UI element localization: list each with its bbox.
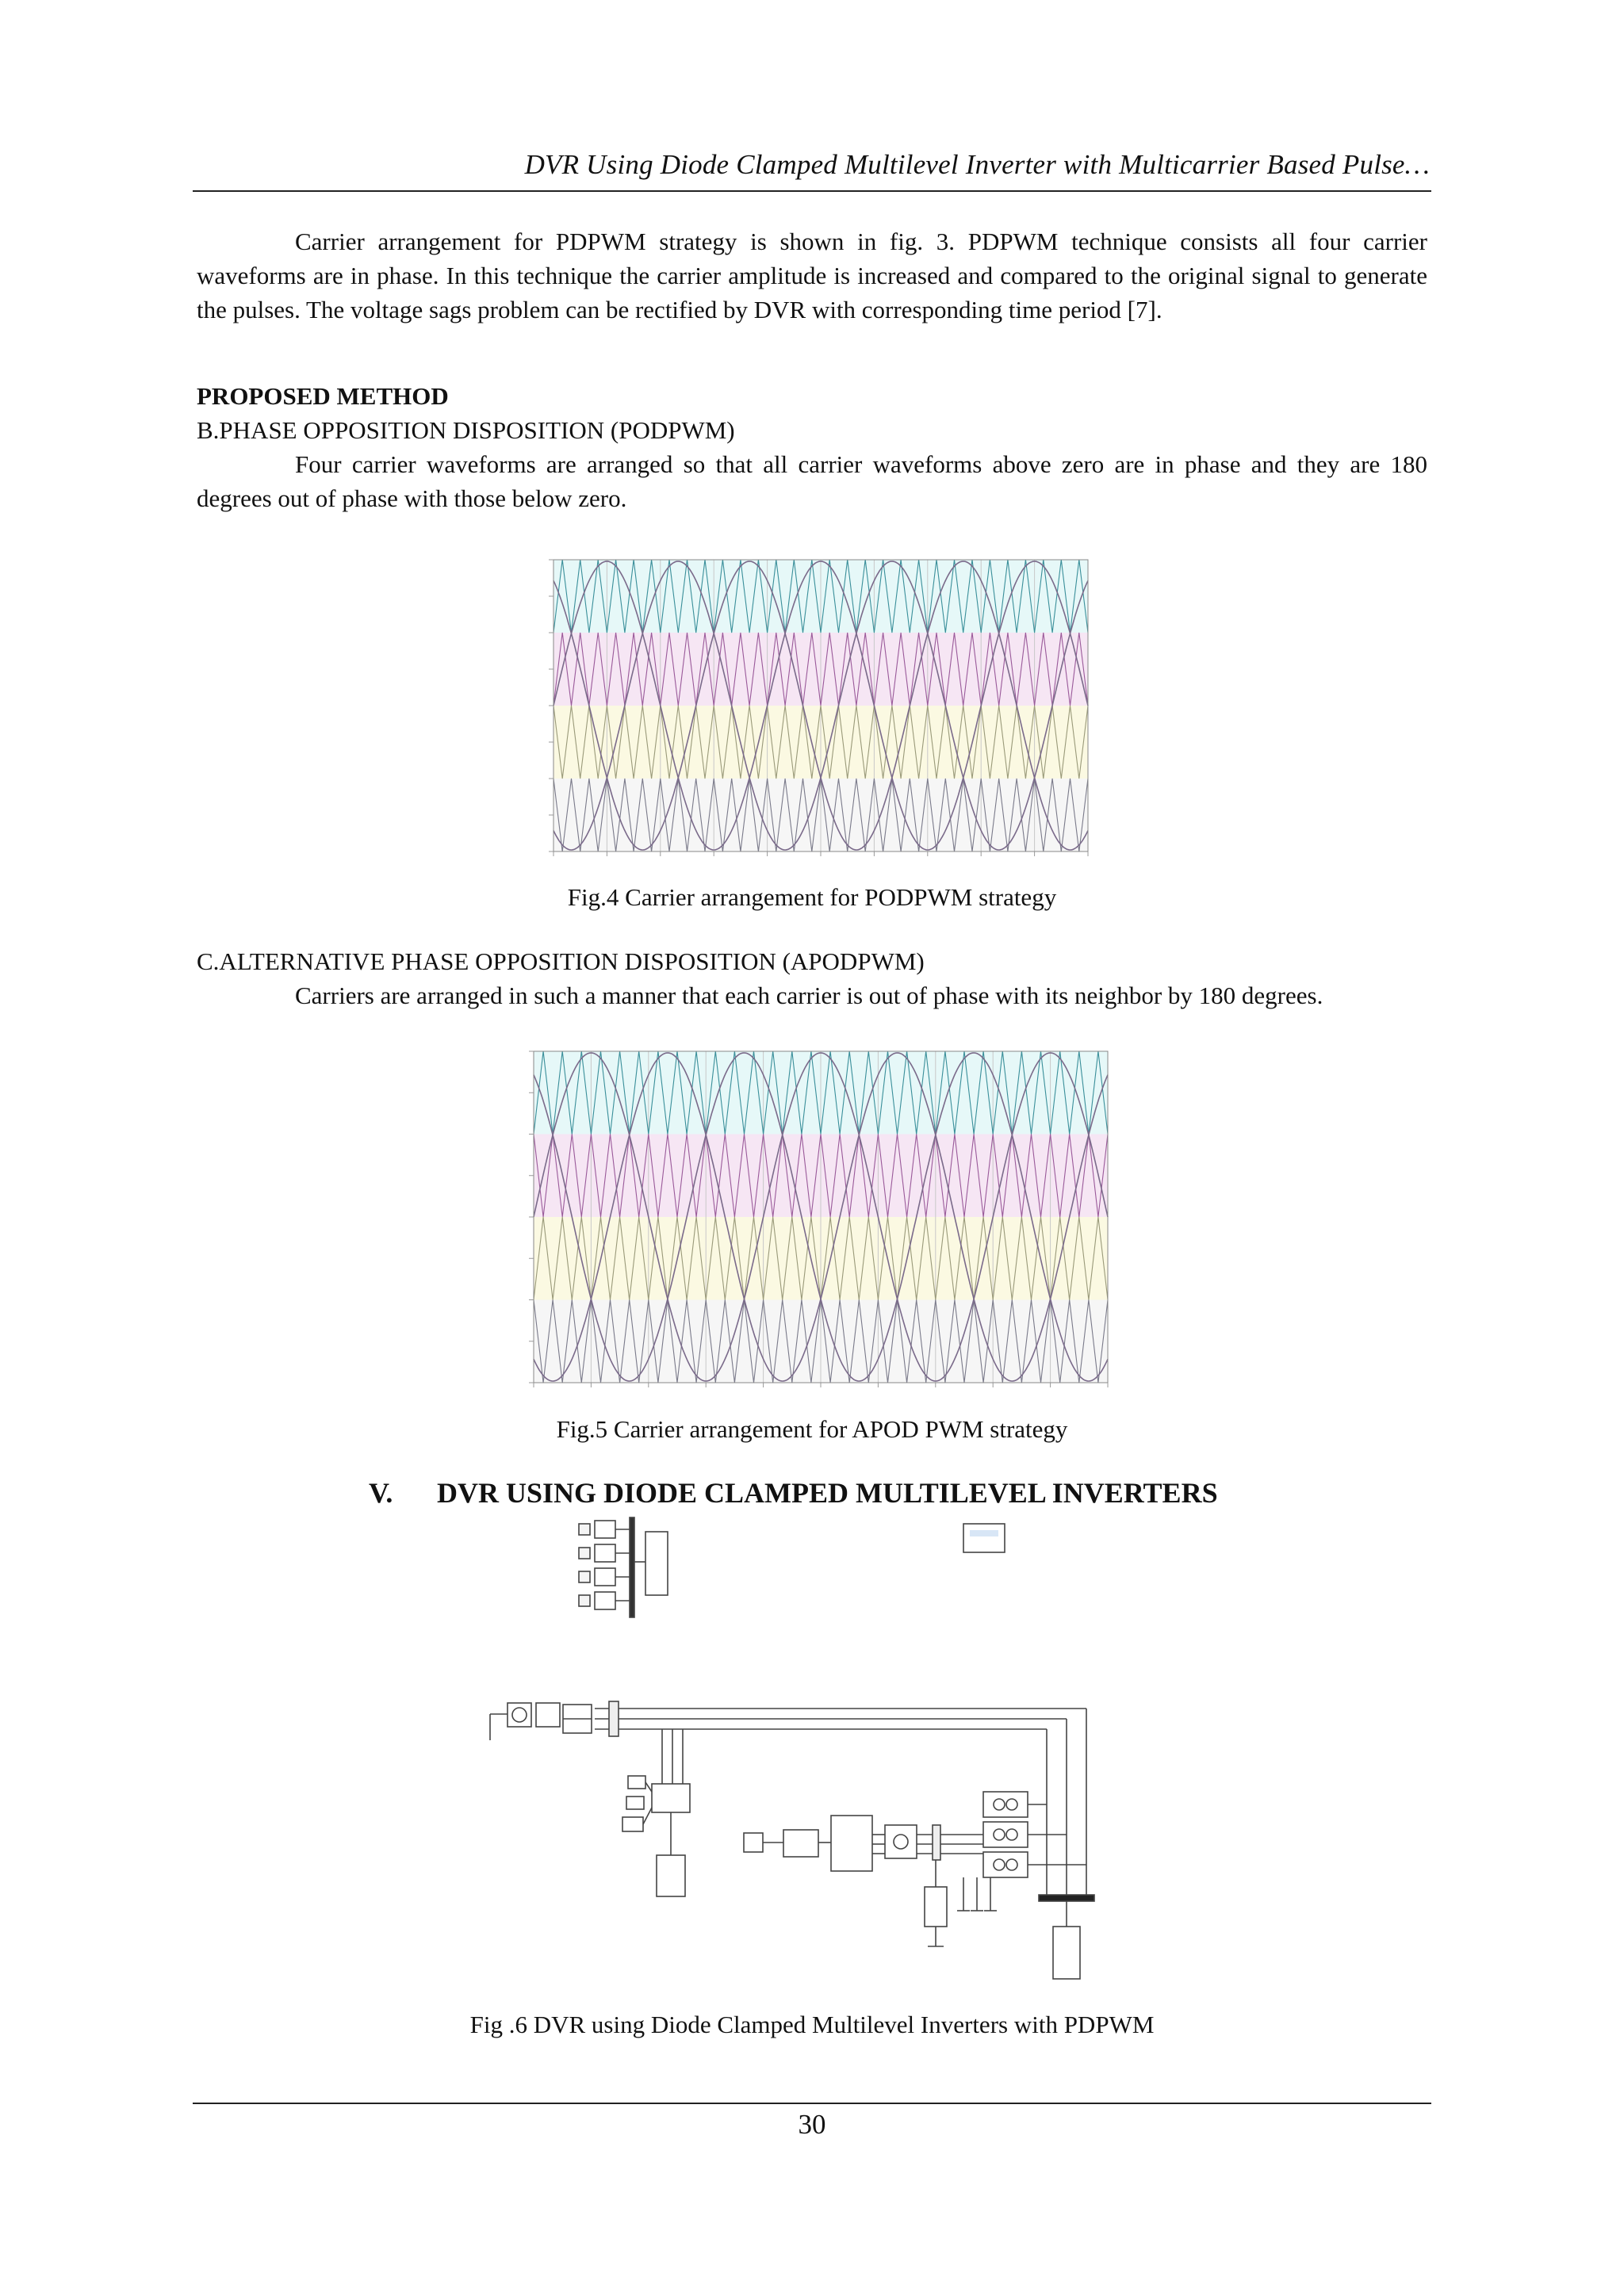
paragraph-text: Four carrier waveforms are arranged so that all carrier waveforms above zero are in phase and they are 180 degrees out of phase with those below zero. [197, 450, 1427, 512]
inverter-section [744, 1816, 983, 1946]
figure-4 [539, 553, 1094, 878]
figure-6-simulink-diagram [476, 1514, 1150, 2006]
footer-rule [193, 2103, 1431, 2104]
heading-podpwm: B.PHASE OPPOSITION DISPOSITION (PODPWM) [197, 416, 735, 444]
figure-5 [519, 1045, 1114, 1410]
powergui-block [963, 1524, 1005, 1552]
output-load [1039, 1841, 1094, 1979]
page-number: 30 [798, 2109, 826, 2140]
figure-5-caption: Fig.5 Carrier arrangement for APOD PWM strategy [556, 1415, 1068, 1443]
figure-4-waveform-plot [539, 553, 1094, 878]
figure-6 [476, 1514, 1150, 2006]
three-phase-source [490, 1703, 592, 1740]
section-v-title [369, 1476, 1218, 1510]
heading-proposed-method: PROPOSED METHOD [197, 382, 449, 410]
running-header: DVR Using Diode Clamped Multilevel Inverter with Multicarrier Based Pulse… [524, 149, 1430, 180]
pulse-generator-blocks [579, 1517, 668, 1617]
figure-6-caption: Fig .6 DVR using Diode Clamped Multilevel Inverters with PDPWM [469, 2011, 1155, 2038]
header-rule [193, 190, 1431, 192]
paragraph-apodpwm [197, 978, 1427, 1012]
paragraph-text: Carriers are arranged in such a manner that each carrier is out of phase with its neighbor by 180 degrees. [295, 982, 1323, 1009]
section-title-text: DVR USING DIODE CLAMPED MULTILEVEL INVERTERS [437, 1477, 1218, 1509]
load-branch [622, 1729, 690, 1896]
heading-apodpwm: C.ALTERNATIVE PHASE OPPOSITION DISPOSITION (APODPWM) [197, 947, 925, 975]
figure-5-waveform-plot [519, 1045, 1114, 1410]
figure-4-caption: Fig.4 Carrier arrangement for PODPWM strategy [567, 883, 1057, 911]
paragraph-pdpwm-intro [197, 224, 1427, 327]
paragraph-podpwm [197, 447, 1427, 515]
section-number: V. [369, 1477, 393, 1509]
paragraph-text: Carrier arrangement for PDPWM strategy is shown in fig. 3. PDPWM technique consists all four carrier waveforms are in phase. In this technique the carrier amplitude is increased and compared to the original signal to generate the pulses. The voltage sags problem can be rectified by DVR with corresponding time period [7]. [197, 228, 1427, 323]
